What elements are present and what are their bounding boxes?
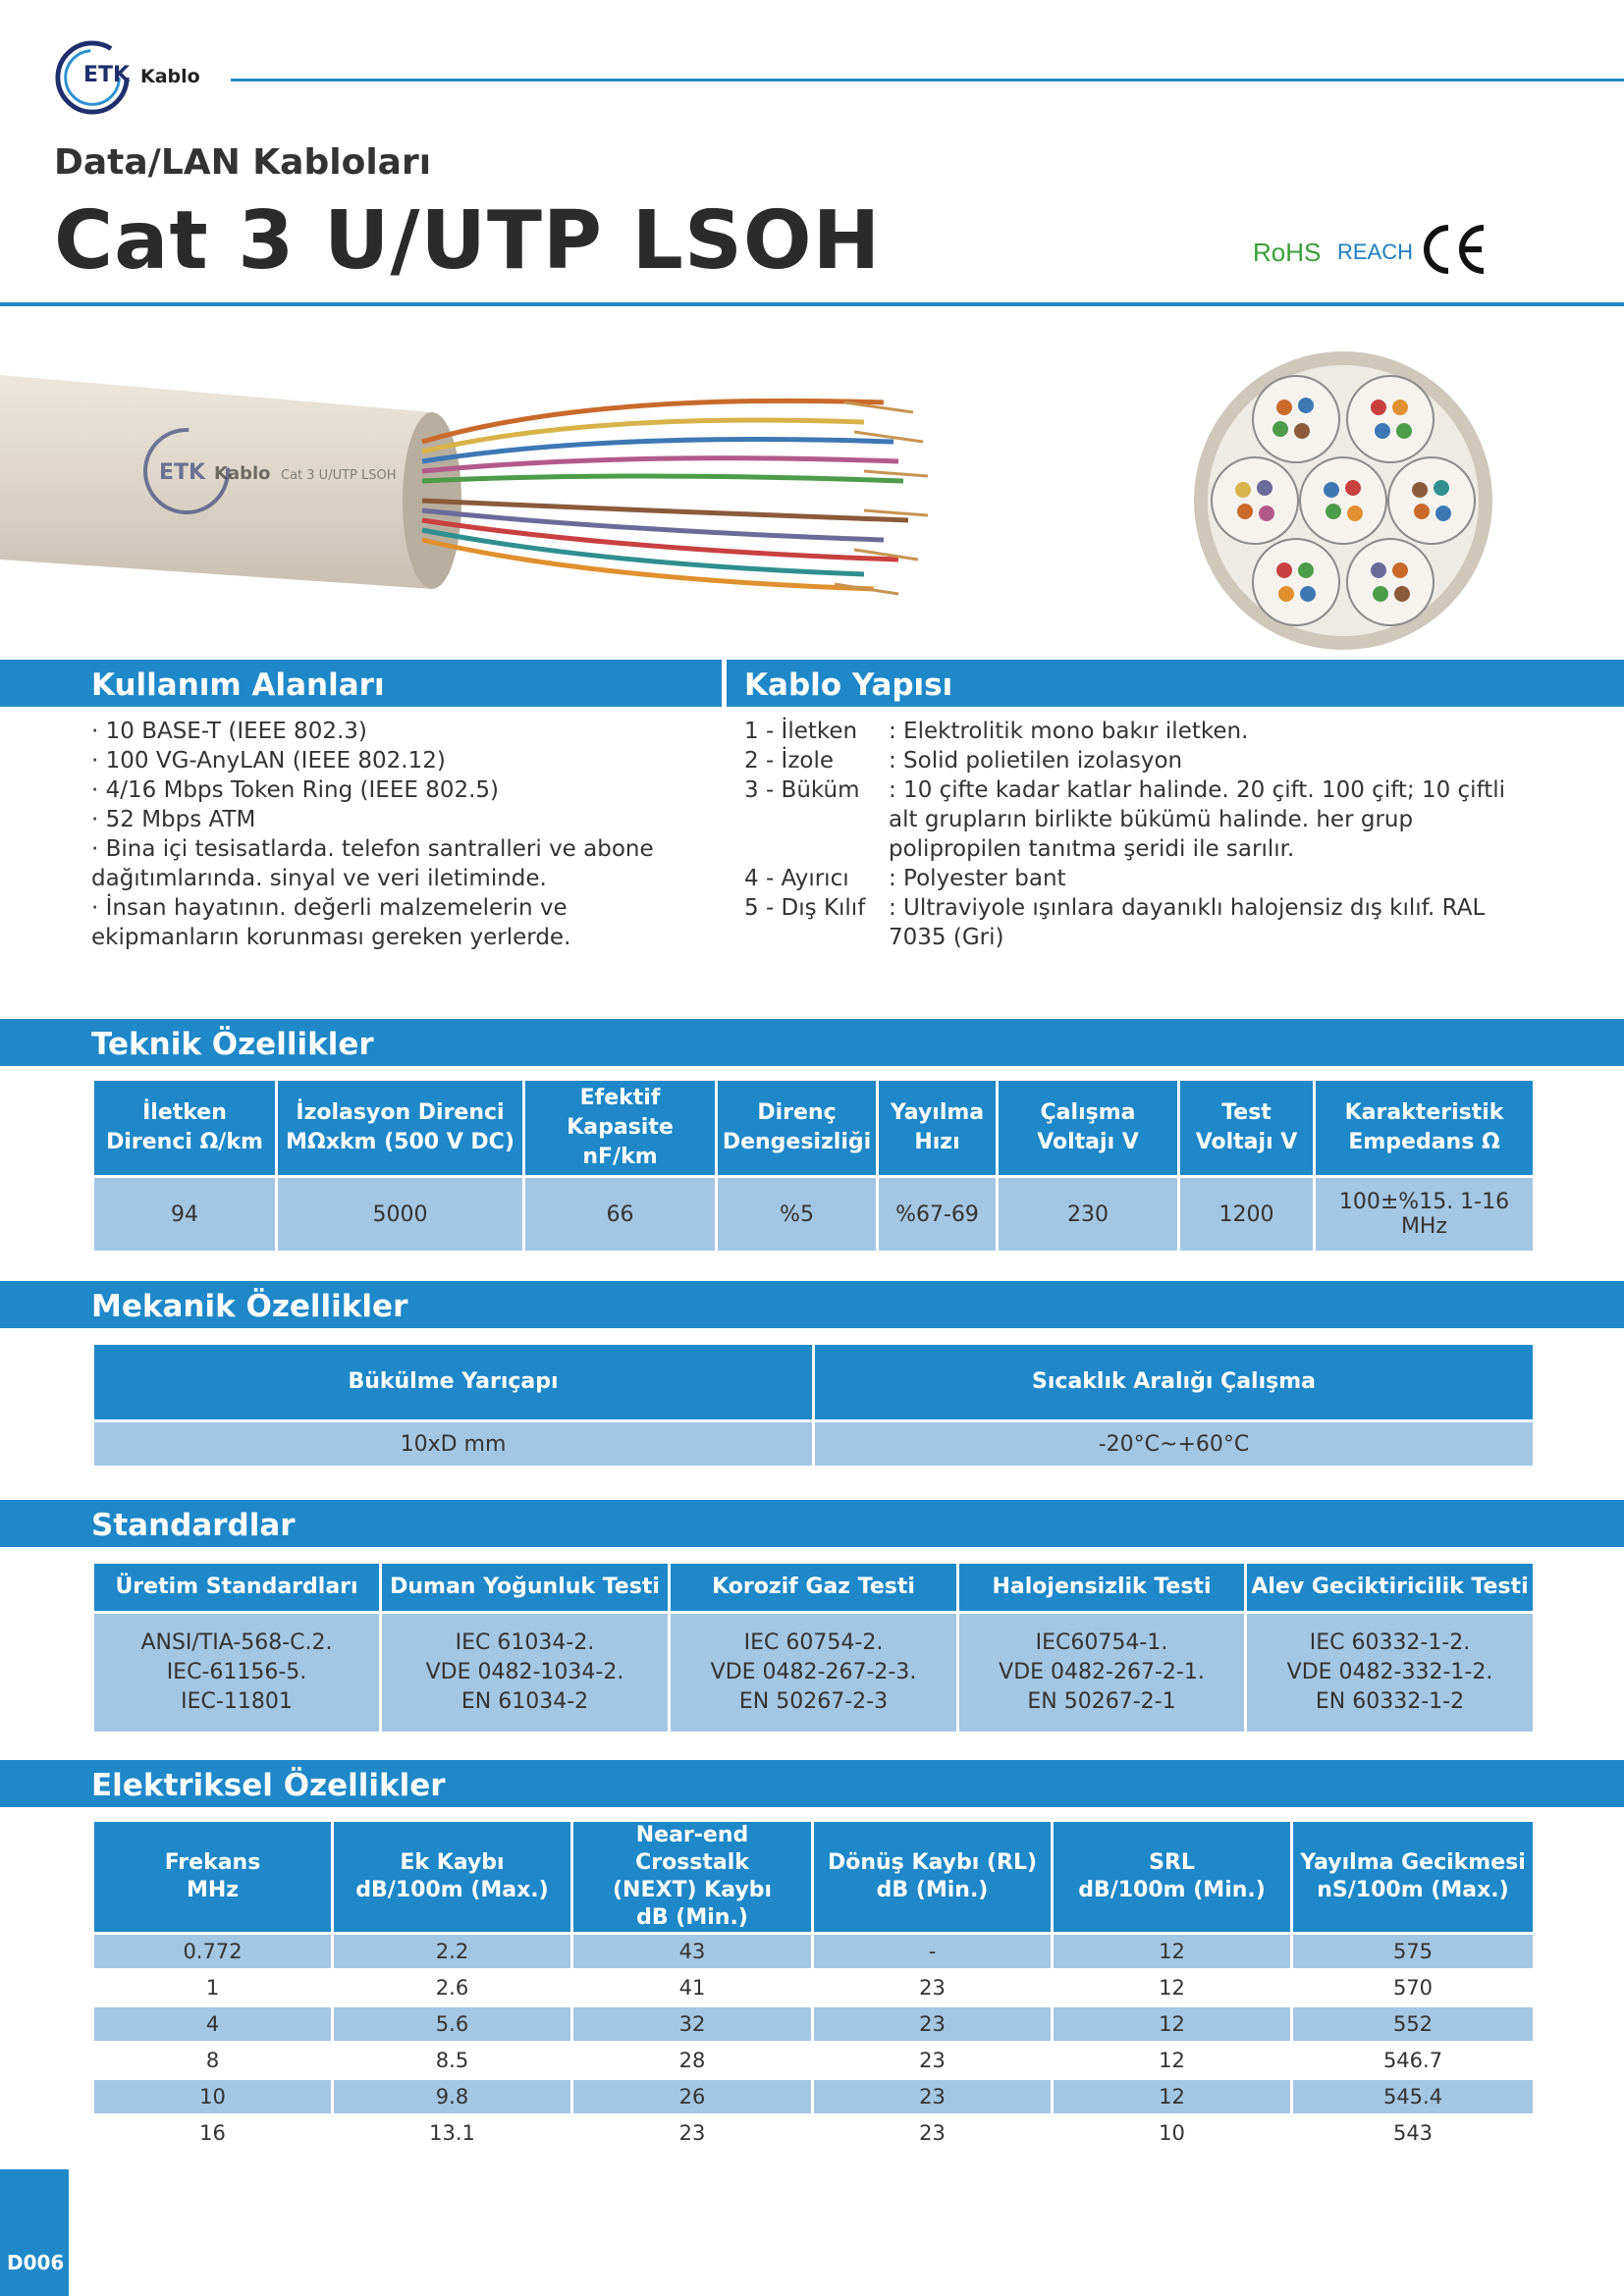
table-row	[93, 2043, 1535, 2079]
structure-item	[744, 746, 1530, 775]
usage-item: · 100 VG-AnyLAN (IEEE 802.12)	[91, 748, 446, 774]
mechanical-table	[91, 1342, 1536, 1468]
electrical-cell: 8.5	[333, 2043, 572, 2079]
cable-cross-section-image	[1186, 348, 1500, 653]
reach-mark: REACH	[1337, 240, 1414, 264]
electrical-header	[333, 1821, 572, 1934]
mechanical-value: -20°C~+60°C	[814, 1421, 1535, 1468]
mechanical-section-bar	[0, 1281, 1624, 1328]
structure-key: 5 - Dış Kılıf	[744, 895, 866, 921]
electrical-cell: 23	[572, 2115, 813, 2152]
structure-list	[744, 717, 1530, 952]
structure-section-bar	[727, 660, 1624, 707]
structure-value: : Solid polietilen izolasyon	[889, 748, 1183, 774]
standards-line: VDE 0482-332-1-2.	[1286, 1660, 1493, 1684]
electrical-header-line: dB (Min.)	[636, 1905, 748, 1930]
electrical-header-line: dB/100m (Min.)	[1078, 1878, 1266, 1902]
usage-section-bar	[0, 660, 722, 707]
standards-cell	[93, 1613, 381, 1734]
standards-table	[91, 1561, 1536, 1735]
technical-header: İzolasyon Direnci MΩxkm (500 V DC)	[277, 1080, 524, 1177]
electrical-header	[1292, 1821, 1535, 1934]
header-rule	[231, 79, 1624, 81]
usage-item: · 10 BASE-T (IEEE 802.3)	[91, 719, 367, 744]
electrical-header-line: Near-end Crosstalk	[635, 1823, 749, 1875]
electrical-header	[572, 1821, 813, 1934]
ce-mark-icon	[1419, 222, 1489, 277]
electrical-cell: 8	[93, 2043, 333, 2079]
cable-product-image	[0, 353, 943, 618]
technical-header: Direnç Dengesizliği	[717, 1080, 878, 1177]
electrical-header-line: Yayılma Gecikmesi	[1300, 1850, 1526, 1875]
electrical-cell: 41	[572, 1970, 813, 2006]
technical-section-title: Teknik Özellikler	[91, 1027, 374, 1062]
technical-value: 94	[93, 1177, 277, 1253]
standards-cell	[381, 1613, 670, 1734]
structure-value: : Polyester bant	[889, 866, 1066, 891]
electrical-section-title: Elektriksel Özellikler	[91, 1768, 446, 1803]
electrical-cell: 13.1	[333, 2115, 572, 2152]
mechanical-header: Sıcaklık Aralığı Çalışma	[814, 1344, 1535, 1421]
standards-section-bar	[0, 1500, 1624, 1547]
electrical-cell: 10	[93, 2079, 333, 2115]
electrical-cell: 12	[1053, 1970, 1292, 2006]
technical-value: 1200	[1179, 1177, 1315, 1253]
electrical-cell: 12	[1053, 2043, 1292, 2079]
standards-header: Duman Yoğunluk Testi	[381, 1563, 670, 1613]
electrical-cell: 2.2	[333, 1934, 572, 1970]
electrical-table	[91, 1819, 1536, 2153]
electrical-header-line: Frekans	[164, 1850, 261, 1875]
electrical-cell: 28	[572, 2043, 813, 2079]
technical-header: Çalışma Voltajı V	[998, 1080, 1179, 1177]
standards-line: EN 60332-1-2	[1315, 1689, 1465, 1714]
electrical-header	[813, 1821, 1053, 1934]
page-title: Cat 3 U/UTP LSOH	[54, 194, 882, 288]
etk-kablo-logo	[54, 39, 221, 118]
electrical-cell: 23	[813, 1970, 1053, 2006]
standards-line: VDE 0482-267-2-3.	[710, 1660, 917, 1684]
electrical-cell: 12	[1053, 1934, 1292, 1970]
standards-line: EN 50267-2-1	[1027, 1689, 1176, 1714]
standards-line: IEC-61156-5.	[166, 1660, 307, 1684]
electrical-header-line: Dönüş Kaybı (RL)	[827, 1850, 1038, 1875]
electrical-cell: 16	[93, 2115, 333, 2152]
electrical-cell: 12	[1053, 2006, 1292, 2043]
standards-line: IEC 61034-2.	[455, 1630, 595, 1655]
standards-line: VDE 0482-267-2-1.	[999, 1660, 1205, 1684]
structure-item	[744, 775, 1530, 864]
standards-line: EN 61034-2	[460, 1689, 589, 1714]
structure-item	[744, 893, 1530, 952]
electrical-header-line: (NEXT) Kaybı	[612, 1878, 773, 1902]
electrical-cell: 575	[1292, 1934, 1535, 1970]
technical-header: Yayılma Hızı	[878, 1080, 998, 1177]
usage-item: · İnsan hayatının. değerli malzemelerin ve ekipmanların korunması gereken yerlerde.	[91, 895, 571, 950]
table-row	[93, 2006, 1535, 2043]
logo-kablo-text: Kablo	[140, 66, 200, 87]
standards-line: EN 50267-2-3	[738, 1689, 889, 1714]
electrical-cell: 1	[93, 1970, 333, 2006]
usage-item: · 52 Mbps ATM	[91, 807, 256, 832]
standards-line: VDE 0482-1034-2.	[425, 1660, 624, 1684]
electrical-header-line: dB/100m (Max.)	[355, 1878, 549, 1902]
standards-section-title: Standardlar	[91, 1508, 296, 1543]
structure-value: : Ultraviyole ışınlara dayanıklı halojensiz dış kılıf. RAL 7035 (Gri)	[889, 895, 1486, 950]
page-code: D006	[7, 2251, 65, 2274]
structure-section-title: Kablo Yapısı	[744, 667, 953, 703]
standards-header: Üretim Standardları	[93, 1563, 381, 1613]
technical-section-bar	[0, 1019, 1624, 1066]
standards-header: Halojensizlik Testi	[958, 1563, 1246, 1613]
electrical-cell: 552	[1292, 2006, 1535, 2043]
electrical-header-line: nS/100m (Max.)	[1317, 1878, 1509, 1902]
standards-line: IEC 60332-1-2.	[1309, 1630, 1471, 1655]
electrical-header-line: dB (Min.)	[876, 1878, 989, 1902]
structure-key: 1 - İletken	[744, 719, 858, 744]
electrical-cell: 5.6	[333, 2006, 572, 2043]
usage-list	[91, 717, 700, 952]
structure-key: 4 - Ayırıcı	[744, 866, 849, 891]
technical-header: Test Voltajı V	[1179, 1080, 1315, 1177]
electrical-cell: 545.4	[1292, 2079, 1535, 2115]
table-row	[93, 1970, 1535, 2006]
standards-line: IEC 60754-2.	[743, 1630, 884, 1655]
table-row	[93, 2115, 1535, 2152]
standards-line: IEC-11801	[181, 1689, 293, 1714]
standards-line: IEC60754-1.	[1035, 1630, 1168, 1655]
electrical-cell: 9.8	[333, 2079, 572, 2115]
usage-item: · 4/16 Mbps Token Ring (IEEE 802.5)	[91, 777, 500, 803]
rohs-mark: RoHS	[1253, 238, 1322, 267]
structure-value: : Elektrolitik mono bakır iletken.	[889, 719, 1249, 744]
table-row	[93, 1934, 1535, 1970]
mechanical-header: Bükülme Yarıçapı	[93, 1344, 814, 1421]
electrical-cell: 26	[572, 2079, 813, 2115]
electrical-cell: 0.772	[93, 1934, 333, 1970]
technical-header: Karakteristik Empedans Ω	[1315, 1080, 1535, 1177]
electrical-header	[93, 1821, 333, 1934]
standards-cell	[958, 1613, 1246, 1734]
page-code-tab	[0, 2169, 69, 2296]
electrical-header	[1053, 1821, 1292, 1934]
cable-print-kablo: Kablo	[214, 463, 271, 484]
technical-value: %5	[717, 1177, 878, 1253]
standards-header: Korozif Gaz Testi	[670, 1563, 958, 1613]
electrical-cell: 32	[572, 2006, 813, 2043]
technical-header: Efektif Kapasite nF/km	[524, 1080, 717, 1177]
mechanical-value: 10xD mm	[93, 1421, 814, 1468]
structure-key: 2 - İzole	[744, 748, 835, 774]
page-subtitle: Data/LAN Kabloları	[54, 142, 432, 183]
electrical-table-body	[93, 1934, 1535, 2152]
cable-print-etk: ETK	[159, 460, 206, 485]
usage-section-title: Kullanım Alanları	[91, 667, 385, 703]
electrical-header-line: SRL	[1149, 1850, 1195, 1875]
table-row	[93, 2079, 1535, 2115]
cable-print-label: Cat 3 U/UTP LSOH	[281, 468, 397, 483]
technical-value: 5000	[277, 1177, 524, 1253]
structure-value: : 10 çifte kadar katlar halinde. 20 çift. 100 çift; 10 çiftli alt grupların birlikte bükümü halinde. her grup polipropilen tanıtma şeridi ile sarılır.	[889, 777, 1506, 862]
standards-line: ANSI/TIA-568-C.2.	[140, 1630, 333, 1655]
electrical-cell: 23	[813, 2115, 1053, 2152]
electrical-cell: 23	[813, 2079, 1053, 2115]
technical-value: 66	[524, 1177, 717, 1253]
electrical-cell: 43	[572, 1934, 813, 1970]
electrical-section-bar	[0, 1760, 1624, 1807]
standards-cell	[670, 1613, 958, 1734]
logo-etk-text: ETK	[83, 63, 131, 87]
electrical-cell: 570	[1292, 1970, 1535, 2006]
electrical-cell: 4	[93, 2006, 333, 2043]
standards-header: Alev Geciktiricilik Testi	[1246, 1563, 1535, 1613]
usage-item: · Bina içi tesisatlarda. telefon santralleri ve abone dağıtımlarında. sinyal ve veri iletiminde.	[91, 836, 654, 891]
mechanical-section-title: Mekanik Özellikler	[91, 1289, 408, 1324]
technical-table	[91, 1078, 1536, 1254]
electrical-cell: 12	[1053, 2079, 1292, 2115]
electrical-header-line: MHz	[186, 1878, 240, 1902]
technical-value: 230	[998, 1177, 1179, 1253]
electrical-header-line: Ek Kaybı	[400, 1850, 505, 1875]
structure-key: 3 - Büküm	[744, 777, 860, 803]
technical-header: İletken Direnci Ω/km	[93, 1080, 277, 1177]
standards-cell	[1246, 1613, 1535, 1734]
electrical-cell: 23	[813, 2006, 1053, 2043]
title-rule	[0, 302, 1624, 306]
technical-value: %67-69	[878, 1177, 998, 1253]
electrical-cell: 23	[813, 2043, 1053, 2079]
electrical-cell: 2.6	[333, 1970, 572, 2006]
electrical-cell: 543	[1292, 2115, 1535, 2152]
technical-value: 100±%15. 1-16 MHz	[1315, 1177, 1535, 1253]
electrical-cell: 10	[1053, 2115, 1292, 2152]
electrical-cell: -	[813, 1934, 1053, 1970]
structure-item	[744, 717, 1530, 746]
structure-item	[744, 864, 1530, 893]
electrical-cell: 546.7	[1292, 2043, 1535, 2079]
